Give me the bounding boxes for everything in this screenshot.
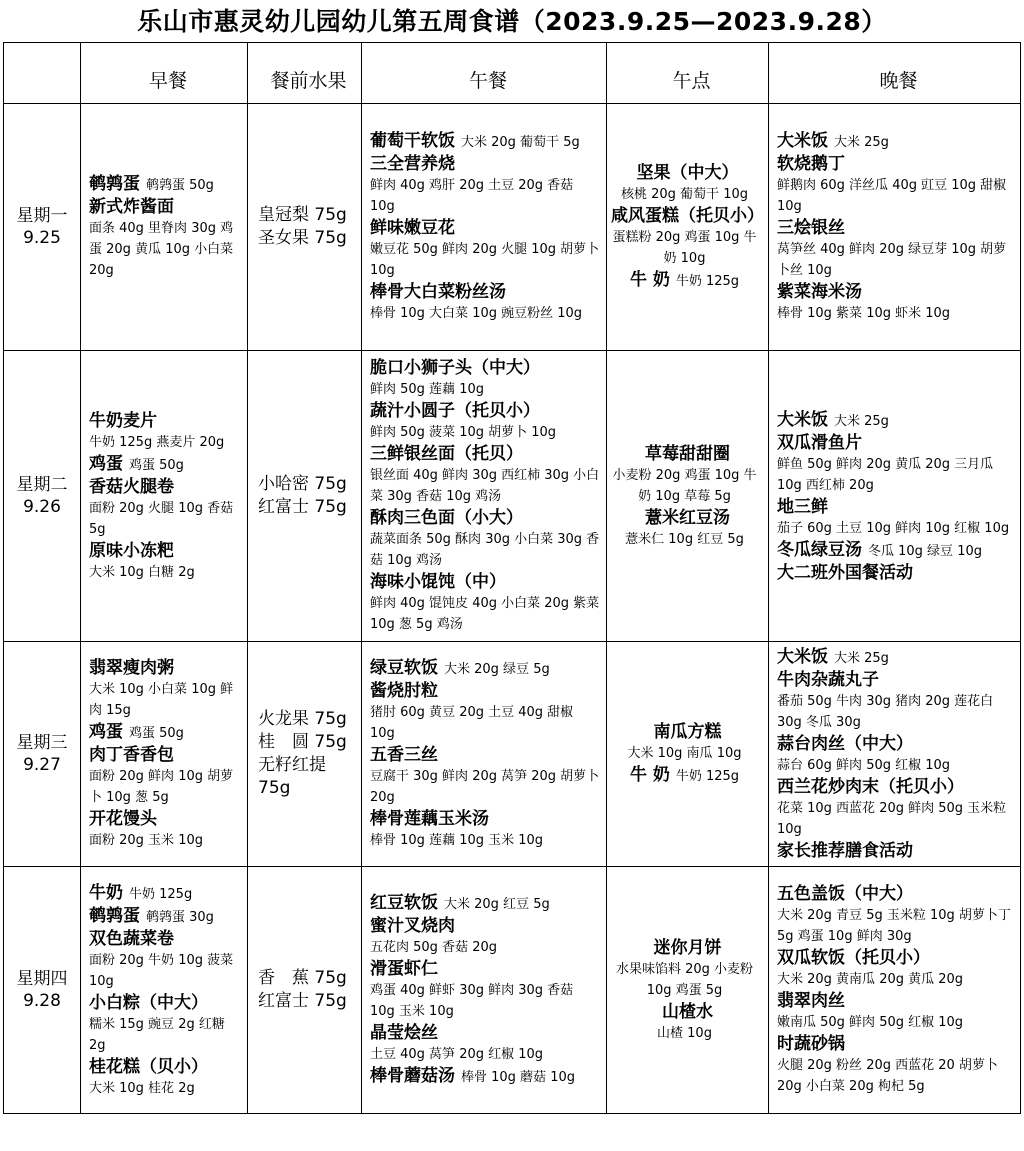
dish-name: 肉丁香香包 xyxy=(89,745,174,765)
dish-name: 酱烧肘粒 xyxy=(370,681,438,701)
dish-name: 牛奶 xyxy=(89,882,123,903)
dish-ingredients: 鹌鹑蛋 50g xyxy=(146,178,214,193)
breakfast-cell xyxy=(81,104,248,351)
dish-name: 脆口小狮子头（中大） xyxy=(370,358,540,378)
dish-name: 鸡蛋 xyxy=(89,722,123,742)
dish-ingredients: 嫩豆花 50g 鲜肉 20g 火腿 10g 胡萝卜 10g xyxy=(370,242,600,278)
activity-note: 家长推荐膳食活动 xyxy=(777,841,913,861)
dish-ingredients: 大米 20g 黄南瓜 20g 黄瓜 20g xyxy=(777,972,964,987)
dish-ingredients: 大米 10g 小白菜 10g 鲜肉 15g xyxy=(89,682,234,718)
day-cell xyxy=(4,104,81,351)
dish-ingredients: 鲜肉 50g 菠菜 10g 胡萝卜 10g xyxy=(370,425,557,440)
dish-ingredients: 大米 20g 青豆 5g 玉米粒 10g 胡萝卜丁 5g 鸡蛋 10g 鲜肉 30g xyxy=(777,908,1011,944)
dish-name: 原味小冻粑 xyxy=(89,540,174,561)
dish-ingredients: 棒骨 10g 蘑菇 10g xyxy=(461,1070,575,1085)
day-name: 星期二 xyxy=(16,475,68,495)
dish-ingredients: 番茄 50g 牛肉 30g 猪肉 20g 莲花白 30g 冬瓜 30g xyxy=(777,694,994,730)
day-date: 9.25 xyxy=(23,228,61,248)
dish-name: 葡萄干软饭 xyxy=(370,131,455,151)
breakfast-dish xyxy=(89,453,247,476)
dish-ingredients: 牛奶 125g xyxy=(675,769,740,784)
dish-name: 紫菜海米汤 xyxy=(777,282,862,302)
dish-name: 香菇火腿卷 xyxy=(89,476,174,497)
dish-name: 蜜汁叉烧肉 xyxy=(370,916,455,936)
breakfast-dish xyxy=(89,992,247,1014)
dish-name: 滑蛋虾仁 xyxy=(370,959,438,979)
dish-name: 双瓜滑鱼片 xyxy=(777,432,862,453)
lunch-cell xyxy=(362,104,607,351)
snack-dish xyxy=(607,1001,768,1023)
snack-cell xyxy=(607,642,769,867)
dish-ingredients: 莴笋丝 40g 鲜肉 20g 绿豆芽 10g 胡萝卜丝 10g xyxy=(777,242,1007,278)
dish-name: 牛 奶 xyxy=(629,765,670,785)
dish-name: 鹌鹑蛋 xyxy=(89,174,140,194)
dinner-dish xyxy=(777,496,1020,518)
lunch-dish xyxy=(370,571,606,593)
fruit-item: 桂 圆 75g xyxy=(258,732,347,752)
dinner-dish xyxy=(777,669,1020,691)
breakfast-dish xyxy=(89,410,247,432)
dinner-dish xyxy=(777,130,1020,153)
dish-ingredients: 鲜肉 40g 馄饨皮 40g 小白菜 20g 紫菜 10g 葱 5g 鸡汤 xyxy=(370,596,600,632)
lunch-dish xyxy=(370,400,606,422)
dinner-dish xyxy=(777,883,1020,905)
dinner-dish xyxy=(777,646,1020,669)
dinner-dish xyxy=(777,1033,1020,1055)
dish-ingredients: 冬瓜 10g 绿豆 10g xyxy=(868,543,982,559)
fruit-item: 红富士 75g xyxy=(258,497,347,517)
dish-name: 棒骨大白菜粉丝汤 xyxy=(370,282,506,302)
header-blank xyxy=(4,43,81,104)
dish-ingredients: 嫩南瓜 50g 鲜肉 50g 红椒 10g xyxy=(777,1015,964,1030)
dish-ingredients: 棒骨 10g 莲藕 10g 玉米 10g xyxy=(370,833,544,848)
dish-name: 地三鲜 xyxy=(777,496,828,517)
dish-ingredients: 大米 20g 绿豆 5g xyxy=(444,662,550,677)
snack-dish xyxy=(607,443,768,465)
menu-table xyxy=(3,42,1021,1114)
dinner-cell xyxy=(769,867,1021,1114)
dish-name: 红豆软饭 xyxy=(370,893,438,913)
dish-name: 棒骨蘑菇汤 xyxy=(370,1066,455,1086)
dish-ingredients: 火腿 20g 粉丝 20g 西蓝花 20 胡萝卜 20g 小白菜 20g 枸杞 5g xyxy=(777,1058,998,1094)
dish-ingredients: 茄子 60g 土豆 10g 鲜肉 10g 红椒 10g xyxy=(777,520,1010,536)
dish-ingredients: 面粉 20g 火腿 10g 香菇 5g xyxy=(89,500,234,537)
dish-name: 晶莹烩丝 xyxy=(370,1023,438,1043)
dish-ingredients: 大米 10g 白糖 2g xyxy=(89,564,195,580)
dish-ingredients: 小麦粉 20g 鸡蛋 10g 牛奶 10g 草莓 5g xyxy=(612,467,757,504)
snack-dish xyxy=(607,269,768,292)
dish-name: 海味小馄饨（中） xyxy=(370,572,506,592)
dish-name: 山楂水 xyxy=(662,1001,713,1022)
day-row xyxy=(4,642,1021,867)
dinner-dish xyxy=(777,217,1020,239)
fruit-item: 无籽红提 75g xyxy=(258,755,326,798)
dish-ingredients: 大米 10g 桂花 2g xyxy=(89,1080,195,1096)
lunch-dish xyxy=(370,958,606,980)
dish-name: 双瓜软饭（托贝小） xyxy=(777,948,930,968)
dish-ingredients: 豆腐干 30g 鲜肉 20g 莴笋 20g 胡萝卜 20g xyxy=(370,769,600,805)
dish-ingredients: 大米 25g xyxy=(834,651,889,666)
dish-ingredients: 大米 20g 红豆 5g xyxy=(444,897,550,912)
fruit-cell xyxy=(248,642,362,867)
dish-name: 三鲜银丝面（托贝） xyxy=(370,444,523,464)
dish-ingredients: 银丝面 40g 鲜肉 30g 西红柿 30g 小白菜 30g 香菇 10g 鸡汤 xyxy=(370,468,600,504)
dinner-dish xyxy=(777,409,1020,432)
lunch-dish xyxy=(370,217,606,239)
dish-ingredients: 水果味馅料 20g 小麦粉 10g 鸡蛋 5g xyxy=(615,961,754,998)
snack-dish xyxy=(607,721,768,743)
dinner-dish xyxy=(777,432,1020,454)
dish-name: 蒜台肉丝（中大） xyxy=(777,734,913,754)
lunch-cell xyxy=(362,642,607,867)
dinner-dish xyxy=(777,990,1020,1012)
dinner-dish xyxy=(777,153,1020,175)
dish-ingredients: 核桃 20g 葡萄干 10g xyxy=(621,187,748,202)
day-row xyxy=(4,867,1021,1114)
dish-ingredients: 猪肘 60g 黄豆 20g 土豆 40g 甜椒 10g xyxy=(370,705,574,741)
fruit-cell xyxy=(248,104,362,351)
day-name: 星期三 xyxy=(16,733,68,753)
page-title: 乐山市惠灵幼儿园幼儿第五周食谱（2023.9.25—2023.9.28） xyxy=(137,7,887,36)
dinner-dish xyxy=(777,539,1020,562)
dish-ingredients: 鸡蛋 40g 鲜虾 30g 鲜肉 30g 香菇 10g 玉米 10g xyxy=(370,983,574,1019)
fruit-item: 皇冠梨 75g xyxy=(258,205,347,225)
lunch-dish xyxy=(370,680,606,702)
snack-dish xyxy=(607,507,768,529)
dish-name: 桂花糕（贝小） xyxy=(89,1056,208,1077)
dish-ingredients: 鲜鹅肉 60g 洋丝瓜 40g 豇豆 10g 甜椒 10g xyxy=(777,178,1007,214)
header-lunch: 午餐 xyxy=(362,43,607,104)
breakfast-dish xyxy=(89,540,247,562)
dish-ingredients: 牛奶 125g xyxy=(675,274,740,289)
fruit-cell xyxy=(248,867,362,1114)
snack-cell xyxy=(607,351,769,642)
dish-name: 冬瓜绿豆汤 xyxy=(777,539,862,560)
dish-name: 大米饭 xyxy=(777,409,828,430)
breakfast-cell xyxy=(81,351,248,642)
dish-ingredients: 棒骨 10g 紫菜 10g 虾米 10g xyxy=(777,306,951,321)
dish-ingredients: 大米 25g xyxy=(834,135,889,150)
dinner-dish xyxy=(777,733,1020,755)
dinner-dish xyxy=(777,947,1020,969)
dish-name: 绿豆软饭 xyxy=(370,658,438,678)
header-snack: 午点 xyxy=(607,43,769,104)
dish-name: 草莓甜甜圈 xyxy=(645,443,730,464)
dish-ingredients: 蔬菜面条 50g 酥肉 30g 小白菜 30g 香菇 10g 鸡汤 xyxy=(370,532,600,568)
lunch-dish xyxy=(370,443,606,465)
lunch-dish xyxy=(370,892,606,915)
breakfast-dish xyxy=(89,173,247,196)
dish-name: 鲜味嫩豆花 xyxy=(370,218,455,238)
dish-name: 三烩银丝 xyxy=(777,218,845,238)
dish-ingredients: 鲜鱼 50g 鲜肉 20g 黄瓜 20g 三月瓜 10g 西红柿 20g xyxy=(777,456,994,493)
dish-name: 新式炸酱面 xyxy=(89,197,174,217)
day-date: 9.28 xyxy=(23,991,61,1011)
snack-dish xyxy=(607,764,768,787)
dish-ingredients: 花菜 10g 西蓝花 20g 鲜肉 50g 玉米粒 10g xyxy=(777,801,1007,837)
dish-ingredients: 面条 40g 里脊肉 30g 鸡蛋 20g 黄瓜 10g 小白菜 20g xyxy=(89,221,234,278)
dish-ingredients: 鲜肉 40g 鸡肝 20g 土豆 20g 香菇 10g xyxy=(370,178,574,214)
lunch-dish xyxy=(370,130,606,153)
dish-name: 牛奶麦片 xyxy=(89,410,157,431)
dish-name: 薏米红豆汤 xyxy=(645,507,730,528)
dish-ingredients: 蛋糕粉 20g 鸡蛋 10g 牛奶 10g xyxy=(612,230,757,266)
lunch-dish xyxy=(370,808,606,830)
breakfast-cell xyxy=(81,642,248,867)
dish-ingredients: 大米 10g 南瓜 10g xyxy=(627,746,742,761)
dish-name: 翡翠肉丝 xyxy=(777,991,845,1011)
fruit-item: 红富士 75g xyxy=(258,991,347,1011)
dish-name: 软烧鹅丁 xyxy=(777,154,845,174)
dish-ingredients: 大米 25g xyxy=(834,413,889,429)
dish-ingredients: 蒜台 60g 鲜肉 50g 红椒 10g xyxy=(777,758,951,773)
dish-name: 南瓜方糕 xyxy=(653,722,722,742)
dinner-cell xyxy=(769,642,1021,867)
dish-ingredients: 薏米仁 10g 红豆 5g xyxy=(625,531,744,547)
breakfast-dish xyxy=(89,882,247,905)
dish-name: 牛肉杂蔬丸子 xyxy=(777,670,879,690)
dish-name: 酥肉三色面（小大） xyxy=(370,508,523,528)
dish-name: 开花馒头 xyxy=(89,809,157,829)
dish-name: 棒骨莲藕玉米汤 xyxy=(370,809,489,829)
dinner-dish xyxy=(777,281,1020,303)
snack-cell xyxy=(607,104,769,351)
snack-dish xyxy=(607,205,768,227)
snack-dish xyxy=(607,937,768,959)
day-date: 9.26 xyxy=(23,497,61,517)
dish-ingredients: 鸡蛋 50g xyxy=(129,457,184,473)
lunch-dish xyxy=(370,657,606,680)
dish-name: 双色蔬菜卷 xyxy=(89,928,174,949)
dish-ingredients: 面粉 20g 牛奶 10g 菠菜 10g xyxy=(89,952,234,989)
dish-name: 鹌鹑蛋 xyxy=(89,905,140,926)
breakfast-dish xyxy=(89,196,247,218)
dish-name: 西兰花炒肉末（托贝小） xyxy=(777,777,964,797)
dish-ingredients: 五花肉 50g 香菇 20g xyxy=(370,940,497,955)
day-row xyxy=(4,104,1021,351)
dish-ingredients: 鸡蛋 50g xyxy=(129,726,184,741)
lunch-dish xyxy=(370,281,606,303)
header-breakfast: 早餐 xyxy=(81,43,248,104)
breakfast-dish xyxy=(89,476,247,498)
dish-name: 五色盖饭（中大） xyxy=(777,884,913,904)
dish-ingredients: 大米 20g 葡萄干 5g xyxy=(461,135,580,150)
dish-ingredients: 棒骨 10g 大白菜 10g 豌豆粉丝 10g xyxy=(370,306,583,321)
dinner-cell xyxy=(769,104,1021,351)
lunch-dish xyxy=(370,744,606,766)
snack-dish xyxy=(607,162,768,184)
dinner-dish xyxy=(777,776,1020,798)
dish-ingredients: 面粉 20g 玉米 10g xyxy=(89,833,203,848)
dish-ingredients: 鲜肉 50g 莲藕 10g xyxy=(370,382,484,397)
day-cell xyxy=(4,351,81,642)
dish-name: 坚果（中大） xyxy=(636,163,739,183)
day-name: 星期四 xyxy=(16,969,68,989)
dish-name: 大米饭 xyxy=(777,131,828,151)
dish-name: 咸风蛋糕（托贝小） xyxy=(611,206,764,226)
lunch-cell xyxy=(362,867,607,1114)
breakfast-dish xyxy=(89,905,247,928)
header-fruit: 餐前水果 xyxy=(248,43,362,104)
lunch-dish xyxy=(370,1022,606,1044)
lunch-dish xyxy=(370,1065,606,1088)
dish-name: 三全营养烧 xyxy=(370,154,455,174)
dish-ingredients: 牛奶 125g 燕麦片 20g xyxy=(89,434,225,450)
day-row xyxy=(4,351,1021,642)
header-dinner: 晚餐 xyxy=(769,43,1021,104)
dish-name: 五香三丝 xyxy=(370,745,438,765)
breakfast-dish xyxy=(89,721,247,744)
fruit-item: 火龙果 75g xyxy=(258,709,347,729)
lunch-dish xyxy=(370,507,606,529)
day-cell xyxy=(4,867,81,1114)
dish-name: 小白粽（中大） xyxy=(89,992,208,1013)
fruit-item: 小哈密 75g xyxy=(258,474,347,494)
day-name: 星期一 xyxy=(16,206,68,226)
dish-ingredients: 面粉 20g 鲜肉 10g 胡萝卜 10g 葱 5g xyxy=(89,769,234,805)
fruit-cell xyxy=(248,351,362,642)
activity-note: 大二班外国餐活动 xyxy=(777,562,913,583)
dinner-cell xyxy=(769,351,1021,642)
dish-name: 时蔬砂锅 xyxy=(777,1034,845,1054)
dish-name: 鸡蛋 xyxy=(89,453,123,474)
breakfast-dish xyxy=(89,657,247,679)
dish-ingredients: 山楂 10g xyxy=(657,1025,712,1041)
breakfast-dish xyxy=(89,744,247,766)
day-cell xyxy=(4,642,81,867)
dish-ingredients: 土豆 40g 莴笋 20g 红椒 10g xyxy=(370,1047,544,1062)
breakfast-dish xyxy=(89,928,247,950)
breakfast-dish xyxy=(89,808,247,830)
lunch-dish xyxy=(370,915,606,937)
dish-name: 翡翠瘦肉粥 xyxy=(89,658,174,678)
fruit-item: 圣女果 75g xyxy=(258,228,347,248)
breakfast-dish xyxy=(89,1056,247,1078)
dish-name: 迷你月饼 xyxy=(653,937,722,958)
snack-cell xyxy=(607,867,769,1114)
dish-name: 牛 奶 xyxy=(629,270,670,290)
breakfast-cell xyxy=(81,867,248,1114)
lunch-cell xyxy=(362,351,607,642)
dish-ingredients: 牛奶 125g xyxy=(129,886,193,902)
header-row xyxy=(4,43,1021,104)
fruit-item: 香 蕉 75g xyxy=(258,968,347,988)
day-date: 9.27 xyxy=(23,755,61,775)
lunch-dish xyxy=(370,357,606,379)
dish-name: 大米饭 xyxy=(777,647,828,667)
dish-ingredients: 鹌鹑蛋 30g xyxy=(146,909,214,925)
dish-ingredients: 糯米 15g 豌豆 2g 红糖 2g xyxy=(89,1016,225,1053)
dish-name: 蔬汁小圆子（托贝小） xyxy=(370,401,540,421)
lunch-dish xyxy=(370,153,606,175)
